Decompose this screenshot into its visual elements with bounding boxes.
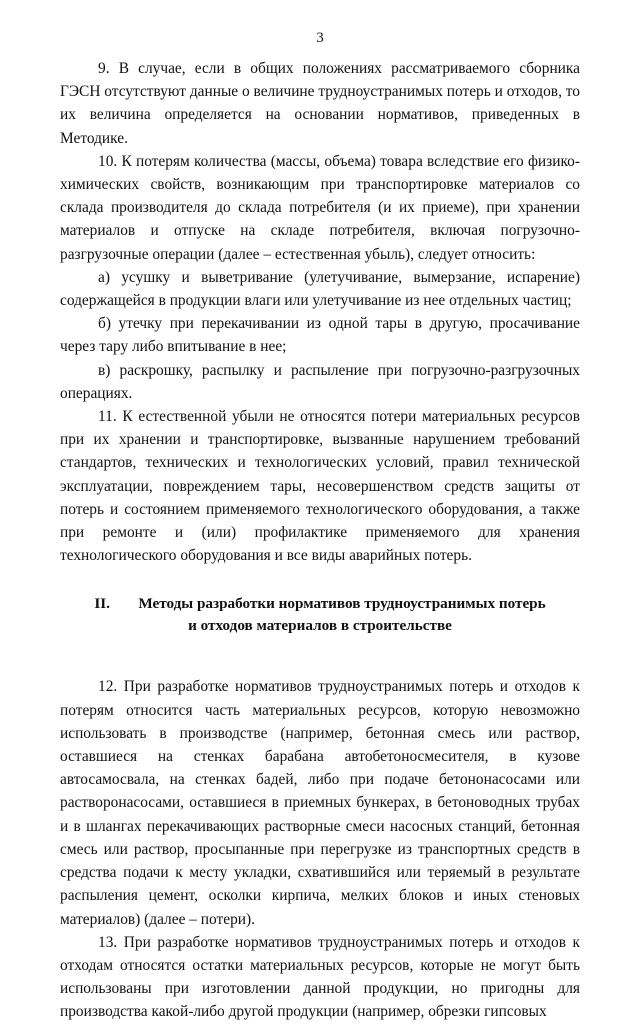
paragraph-13: 13. При разработке нормативов трудноустранимых потерь и отходов к отходам относятся остатки материальных ресурсов, которые не могут быть использованы при изготовлении данной продукции, но пригодны для производства какой-либо другой продукции (например, обрезки гипсовых	[60, 933, 580, 1021]
paragraph-11: 11. К естественной убыли не относятся потери материальных ресурсов при их хранении и транспортировке, вызванные нарушением требований стандартов, технических и технологических условий, правил технической эксплуатации, повреждением тары, несовершенством средств защиты от потерь и состоянием применяемого технологического оборудования, а также при ремонте и (или) профилактике применяемого для хранения технологического оборудования и все виды аварийных потерь.	[60, 408, 580, 565]
paragraph-9: 9. В случае, если в общих положениях рассматриваемого сборника ГЭСН отсутствуют данные о величине трудноустранимых потерь и отходов, то их величина определяется на основании нормативов, приведенных в Методике.	[60, 60, 580, 147]
section-title-line-1: Методы разработки нормативов трудноустранимых потерь	[138, 595, 546, 613]
spacer	[60, 637, 580, 675]
paragraph-10-item-b: б) утечку при перекачивании из одной тары в другую, просачивание через тару либо впитывание в нее;	[60, 315, 580, 356]
section-heading	[60, 593, 580, 637]
section-heading-line-1	[60, 593, 580, 615]
paragraph-10-item-a: а) усушку и выветривание (улетучивание, вымерзание, испарение) содержащейся в продукции влаги или улетучивание из нее отдельных частиц;	[60, 268, 580, 310]
paragraph-12: 12. При разработке нормативов трудноустранимых потерь и отходов к потерям относится часть материальных ресурсов, которую невозможно использовать в производстве (например, бетонная смесь или раствор, оставшиеся на стенках барабана автобетоносмесителя, в кузове автосамосвала, на стенках бадей, либо при подаче бетононасосами или растворонасосами, оставшиеся в приемных бункерах, в бетоноводных трубах и в шлангах перекачивающих растворные смеси насосных станций, бетонная смесь или раствор, просыпанные при перегрузке из транспортных средств в средства подачи к месту укладки, схватившийся или теряемый в результате распыления цемент, осколки кирпича, мелких блоков и иных стеновых материалов) (далее – потери).	[60, 678, 580, 928]
paragraph-10-item-v: в) раскрошку, распылку и распыление при погрузочно-разгрузочных операциях.	[60, 361, 580, 402]
page-number: 3	[316, 30, 324, 46]
paragraph-10: 10. К потерям количества (массы, объема) товара вследствие его физико-химических свойств, возникающим при транспортировке материалов со склада производителя до склада потребителя (и их приеме), при хранении материалов и отпуске на складе потребителя, включая погрузочно-разгрузочные операции (далее – естественная убыль), следует относить:	[60, 152, 580, 263]
section-title-line-2: и отходов материалов в строительстве	[188, 617, 452, 635]
section-number: II.	[94, 595, 110, 613]
document-body	[60, 57, 580, 1024]
